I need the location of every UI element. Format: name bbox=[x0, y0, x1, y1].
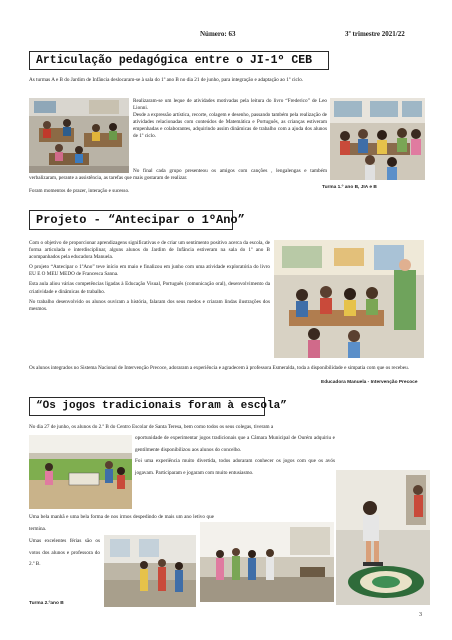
section3-photo-playground bbox=[200, 522, 334, 602]
section3-photo-children-line bbox=[104, 535, 196, 607]
section1-title: Articulação pedagógica entre o JI-1º CEB bbox=[29, 51, 329, 70]
section1-intro: As turmas A e B do Jardim de Infância deslocaram-se à sala do 1º ano B no dia 21 de junho, para integração e adaptação ao 1º ciclo. bbox=[29, 77, 304, 83]
section2-photo-classroom bbox=[274, 240, 424, 358]
section3-para-right2: Foi uma experiência muito divertida, todos adoraram conhecer os jogos com que os avós jogavam. Participaram e jogaram com muito entusiasmo. bbox=[135, 458, 335, 476]
section1-para4: Foram momentos de prazer, interação e sucesso. bbox=[29, 188, 130, 194]
section3-line1: No dia 27 de junho, os alunos do 2.º B do Centro Escolar de Santa Teresa, bem como todos os seus colegas, tiveram a bbox=[29, 424, 274, 430]
section2-title: Projeto - “Antecipar o 1ºAno” bbox=[29, 210, 233, 230]
section3-caption: Turma 2.ºano B bbox=[29, 601, 64, 606]
section2-text-block bbox=[29, 240, 270, 313]
section3-para-left2: Umas excelentes férias são os votos dos alunos e professora do 2.º B. bbox=[29, 538, 100, 567]
issue-number: Número: 63 bbox=[200, 30, 236, 38]
section2-para3: Esta aula aliou várias competências ligadas à Educação Visual, Português (comunicação oral), desenvolvimento da criatividade e dinâmicas de trabalho. bbox=[29, 281, 270, 295]
section3-photo-girl-game bbox=[336, 470, 430, 605]
section3-left-text bbox=[29, 512, 214, 535]
section3-para-right1: oportunidade de experimentar jogos tradicionais que a Câmara Municipal de Ourém adquiriu e gentilmente disponibilizou aos alunos do concelho. bbox=[135, 435, 335, 453]
section1-para2: Desde a expressão artística, recorte, colagem e desenho, passando também pela realização de atividades relacionadas com conteúdos de Matemática e Português, as crianças estiveram empenhadas e colaborantes, adquirindo assim dinâmicas de trabalho com a ajuda dos alunos de 1º ciclo. bbox=[133, 112, 327, 140]
section2-para4: No trabalho desenvolvido os alunos ouviram a história, falaram dos seus medos e criaram lindas ilustrações dos mesmos. bbox=[29, 298, 270, 312]
section2-para1: Com o objetivo de proporcionar aprendizagens significativas e de criar um sentimento positivo acerca da escola, de forma articulada e interdisciplinar, alguns alunos do Jardim de Infância estiveram na sala do 1º ano B acompanhados pela educadora Manuela. bbox=[29, 240, 270, 261]
section3-title: “Os jogos tradicionais foram à escola” bbox=[29, 397, 265, 416]
section1-caption: Turma 1.º ano B, JIA e B bbox=[322, 185, 377, 190]
section1-para1: Realizaram-se um leque de atividades motivadas pela leitura do livro “Frederico” de Leo Lionni. bbox=[133, 98, 327, 112]
section3-para-left1: Uma bela manhã e uma bela forma de nos irmos despedindo de mais um ano letivo que termina. bbox=[29, 514, 214, 532]
section1-photo-classroom bbox=[29, 98, 129, 173]
term-label: 3º trimestre 2021/22 bbox=[345, 30, 405, 38]
section2-para5: Os alunos integrados no Sistema Nacional de Intervenção Precoce, adoraram a experiência e agradecem à professora Esmeralda, toda a disponibilidade e simpatia com que os recebeu. bbox=[29, 365, 409, 371]
section2-caption: Educadora Manuela - Intervenção Precoce bbox=[321, 380, 418, 385]
section3-photo-outdoor-game bbox=[29, 435, 132, 509]
section1-para3: No final cada grupo presenteou os amigos com canções , lengalengas e também verbalizaram, perante a assistência, as tarefas que mais gostaram de realizar. bbox=[29, 168, 327, 182]
section1-photo-group bbox=[330, 98, 425, 180]
page-number: 3 bbox=[419, 612, 422, 618]
section2-para2: O projeto “Antecipar o 1ºAno” teve início em maio e finalizou em junho com uma atividade exploratória do livro EU E O MEU MEDO de Francesca Sanna. bbox=[29, 264, 270, 278]
section1-text-block bbox=[133, 98, 327, 141]
